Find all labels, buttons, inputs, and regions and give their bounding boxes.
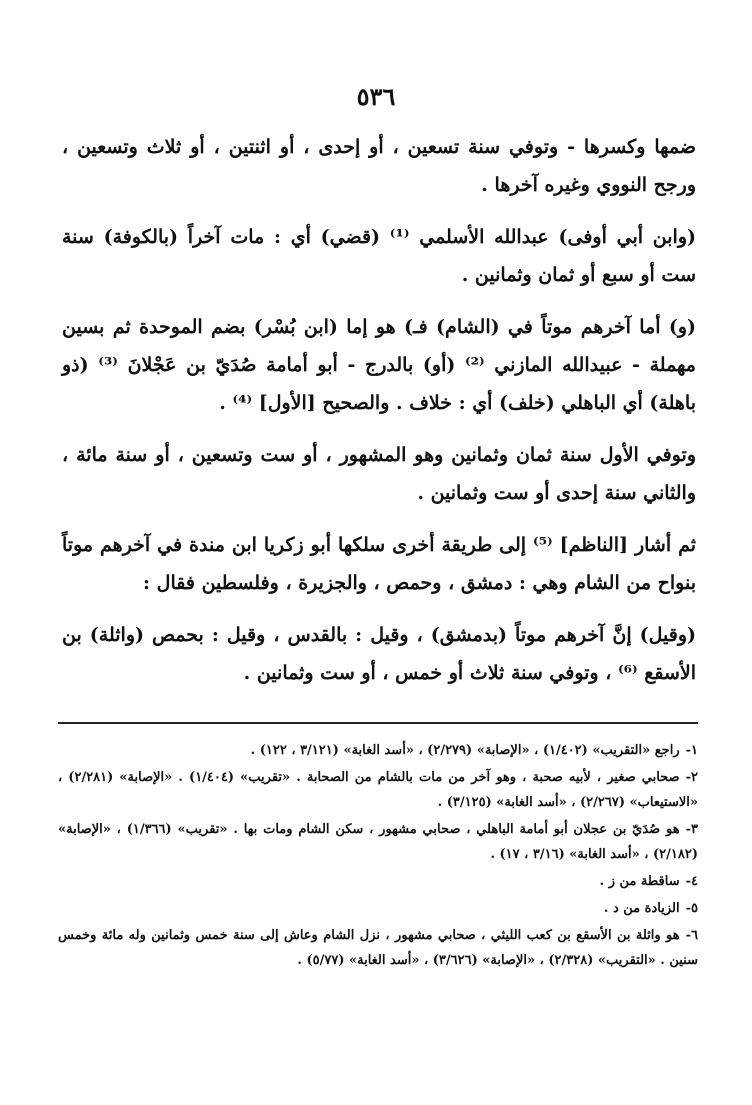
footnote-number: ٦-	[685, 928, 698, 943]
footnote-text: هو واثلة بن الأسقع بن كعب الليثي ، صحابي مشهور ، نزل الشام وعاش إلى سنة خمس وثمانين وله مائة وخمس سنين . «التقريب» (٢/٣٢٨) ، «الإصابة» (٣/٦٢٦) ، «أسد الغابة» (٥/٧٧) .	[58, 928, 698, 968]
paragraph: ثم أشار [الناظم] ⁽⁵⁾ إلى طريقة أخرى سلكها أبو زكريا ابن مندة في آخرهم موتاً بنواح من الشام وهي : دمشق ، وحمص ، والجزيرة ، وفلسطين فقال :	[62, 534, 697, 594]
footnote-text: الزيادة من د .	[603, 901, 680, 916]
paragraph: وتوفي الأول سنة ثمان وثمانين وهو المشهور ، أو ست وتسعين ، أو سنة مائة ، والثاني سنة إحدى أو ست وثمانين .	[62, 444, 696, 504]
footnote-text: ساقطة من ز .	[599, 874, 680, 889]
page-number: ٥٣٦	[356, 82, 396, 111]
paragraph: (و) أما آخرهم موتاً في (الشام) فـ) هو إما (ابن بُسْر) بضم الموحدة ثم بسين مهملة - عبيدالله المازني ⁽²⁾ (أو) بالدرج - أبو أمامة صُدَيّ بن عَجْلانَ ⁽³⁾ (ذو باهلة) أي الباهلي (خلف) أي : خلاف . والصحيح [الأول] ⁽⁴⁾ .	[62, 316, 696, 414]
footnote-number: ٣-	[685, 822, 698, 837]
footnote	[58, 817, 698, 867]
footnote	[58, 738, 698, 763]
paragraph: (وابن أبي أوفى) عبدالله الأسلمي ⁽¹⁾ (قضي) أي : مات آخراً (بالكوفة) سنة ست أو سبع أو ثمان وثمانين .	[62, 226, 697, 286]
footnote-number: ٢-	[685, 770, 698, 785]
footnote-text: صحابي صغير ، لأبيه صحبة ، وهو آخر من مات بالشام من الصحابة . «تقريب» (١/٤٠٤) . «الإصابة» (٢/٢٨١) ، «الاستيعاب» (٢/٢٦٧) ، «أسد الغابة» (٣/١٢٥) .	[58, 770, 698, 810]
main-text	[62, 128, 696, 692]
footnote-text: هو صُدَيّ بن عجلان أبو أمامة الباهلي ، صحابي مشهور ، سكن الشام ومات بها . «تقريب» (١/٣٦٦) ، «الإصابة» (٢/١٨٢) ، «أسد الغابة» (٣/١٦ ، ١٧) .	[58, 822, 698, 862]
footnote	[58, 869, 698, 894]
footnote	[58, 765, 698, 815]
footnote-number: ٤-	[685, 874, 698, 889]
footnote-divider	[58, 722, 698, 724]
footnote-number: ٥-	[685, 901, 698, 916]
footnote	[58, 923, 698, 973]
paragraph: ضمها وكسرها - وتوفي سنة تسعين ، أو إحدى ، أو اثنتين ، أو ثلاث وتسعين ، ورجح النووي وغيره آخرها .	[62, 136, 696, 196]
footnote-text: راجع «التقريب» (١/٤٠٢) ، «الإصابة» (٢/٢٧٩) ، «أسد الغابة» (٣/١٢١ ، ١٢٢) .	[250, 743, 680, 758]
paragraph: (وقيل) إنَّ آخرهم موتاً (بدمشق) ، وقيل : بالقدس ، وقيل : بحمص (واثلة) بن الأسقع ⁽⁶⁾ ، وتوفي سنة ثلاث أو خمس ، أو ست وثمانين .	[62, 624, 696, 684]
footnote-number: ١-	[685, 743, 698, 758]
footnotes	[58, 738, 698, 975]
footnote	[58, 896, 698, 921]
